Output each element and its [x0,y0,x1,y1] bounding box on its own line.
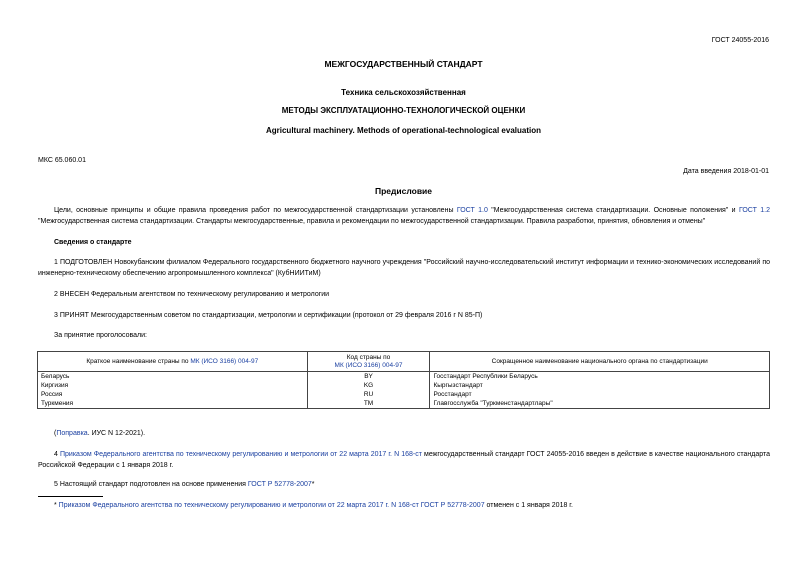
document-title-english: Agricultural machinery. Methods of operational-technological evaluation [265,126,541,135]
item-4: 4 Приказом Федерального агентства по техническому регулированию и метрологии от 22 марта 2017 г. N 168-ст межгосударственный стандарт ГОСТ 24055-2016 введен в действие в качестве национального стандарта Российской Федерации с 1 января 2018 г. [38,451,771,469]
amendment-note: (Поправка. ИУС N 12-2021). [54,430,146,437]
document-title: МЕТОДЫ ЭКСПЛУАТАЦИОННО-ТЕХНОЛОГИЧЕСКОЙ ОЦЕНКИ [281,106,526,115]
code-cell: RU [307,390,430,399]
column-header-code: Код страны по МК (ИСО 3166) 004-97 [307,352,430,372]
code-cell: TM [307,399,430,409]
code-cell: KG [307,381,430,390]
voted-label: За принятие проголосовали: [54,332,147,339]
footnote-order-link[interactable]: Приказом Федерального агентства по техническому регулированию и метрологии от 22 марта 2017 г. N 168-ст ГОСТ Р 52778-2007 [58,502,485,509]
document-subtitle: Техника сельскохозяйственная [341,88,466,97]
column-header-country: Краткое наименование страны по МК (ИСО 3166) 004-97 [38,352,308,372]
gost-1-0-link[interactable]: ГОСТ 1.0 [456,207,488,214]
country-cell: Беларусь [38,372,308,382]
gost-r-52778-link[interactable]: ГОСТ Р 52778-2007 [247,481,312,488]
doc-number: ГОСТ 24055-2016 [711,37,769,44]
mks-code: МКС 65.060.01 [38,157,86,164]
organization-cell: Главгосслужба "Туркменстандартлары" [430,399,770,409]
mk-iso-link[interactable]: МК (ИСО 3166) 004-97 [334,361,403,369]
table-header-row [38,352,770,372]
item-1: 1 ПОДГОТОВЛЕН Новокубанским филиалом Федерального государственного бюджетного научного учреждения "Российский научно-исследовательский институт информации и технико-экономических исследований по инженерно-техническому обеспечению агропромышленного комплекса" (КубНИИТиМ) [38,259,770,277]
organization-cell: Росстандарт [430,390,770,399]
voting-table [37,351,770,409]
organization-cell: Кыргызстандарт [430,381,770,390]
preface-title: Предисловие [374,186,433,196]
table-row [38,390,770,399]
footnote: * Приказом Федерального агентства по техническому регулированию и метрологии от 22 марта 2017 г. N 168-ст ГОСТ Р 52778-2007 отменен с 1 января 2018 г. [54,502,573,509]
table-row [38,381,770,390]
item-3: 3 ПРИНЯТ Межгосударственным советом по стандартизации, метрологии и сертификации (протокол от 29 февраля 2016 г N 85-П) [54,312,483,319]
info-heading: Сведения о стандарте [54,239,132,246]
column-header-organization: Сокращенное наименование национального органа по стандартизации [430,352,770,372]
table-row [38,399,770,409]
introduction-date: Дата введения 2018-01-01 [683,168,769,175]
item-2: 2 ВНЕСЕН Федеральным агентством по техническому регулированию и метрологии [54,291,330,298]
organization-cell: Госстандарт Республики Беларусь [430,372,770,382]
table-row [38,372,770,382]
preface-paragraph: Цели, основные принципы и общие правила проведения работ по межгосударственной стандартизации установлены ГОСТ 1.0 "Межгосударственная система стандартизации. Основные положения" и ГОСТ 1.2 "Межгосударственная система стандартизации. Стандарты межгосударственные, правила и рекомендации по межгосударственной стандартизации. Правила разработки, принятия, обновления и отмены" [38,207,770,225]
item-5: 5 Настоящий стандарт подготовлен на основе применения ГОСТ Р 52778-2007* [54,481,315,488]
country-cell: Туркмения [38,399,308,409]
document-heading: МЕЖГОСУДАРСТВЕННЫЙ СТАНДАРТ [324,59,483,69]
amendment-link[interactable]: Поправка [56,430,88,437]
gost-1-2-link[interactable]: ГОСТ 1.2 [738,207,770,214]
mk-iso-link[interactable]: МК (ИСО 3166) 004-97 [190,357,259,365]
country-cell: Россия [38,390,308,399]
footnote-divider [38,496,103,497]
order-link[interactable]: Приказом Федерального агентства по техническому регулированию и метрологии от 22 марта 2017 г. N 168-ст [59,451,422,458]
code-cell: BY [307,372,430,382]
country-cell: Киргизия [38,381,308,390]
